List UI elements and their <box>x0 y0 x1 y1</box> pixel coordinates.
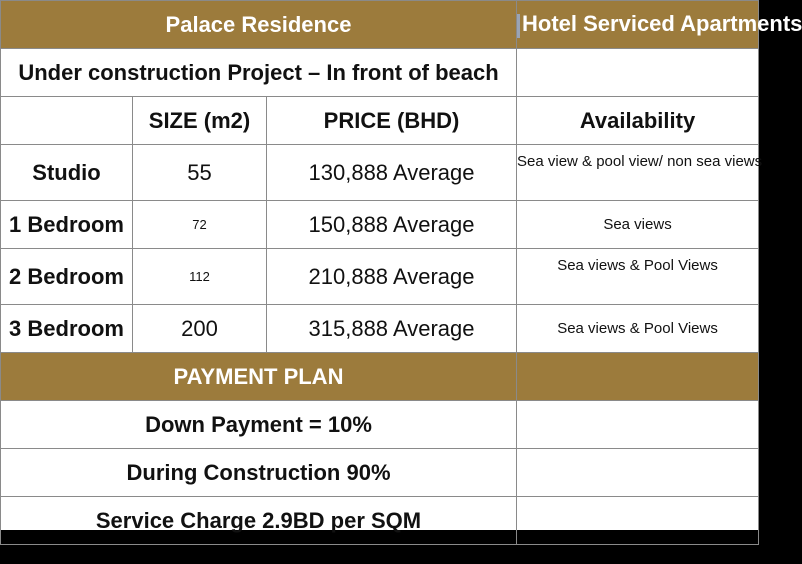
column-header-row <box>1 97 759 145</box>
table-row <box>1 201 759 249</box>
empty-cell <box>517 49 759 97</box>
unit-price: 150,888 Average <box>267 201 517 249</box>
hotel-title-cell <box>517 1 802 49</box>
header-row <box>1 1 759 49</box>
empty-cell <box>517 449 759 497</box>
unit-size: 55 <box>133 145 267 201</box>
unit-availability: Sea views & Pool Views <box>517 305 759 353</box>
table-row <box>1 305 759 353</box>
unit-price: 130,888 Average <box>267 145 517 201</box>
hotel-title: Hotel Serviced Apartments <box>522 11 802 37</box>
subtitle-row <box>1 49 759 97</box>
column-header-price: PRICE (BHD) <box>267 97 517 145</box>
payment-row <box>1 497 759 545</box>
unit-availability: Sea view & pool view/ non sea views <box>517 145 759 201</box>
payment-header-row <box>1 353 759 401</box>
payment-item: Down Payment = 10% <box>1 401 517 449</box>
unit-price: 315,888 Average <box>267 305 517 353</box>
payment-row <box>1 401 759 449</box>
empty-cell <box>517 353 759 401</box>
text-cursor-icon <box>517 14 520 38</box>
unit-size: 72 <box>133 201 267 249</box>
project-subtitle: Under construction Project – In front of beach <box>1 49 517 97</box>
empty-cell <box>1 97 133 145</box>
unit-availability: Sea views & Pool Views <box>517 249 759 305</box>
payment-item: During Construction 90% <box>1 449 517 497</box>
unit-price: 210,888 Average <box>267 249 517 305</box>
payment-row <box>1 449 759 497</box>
payment-item: Service Charge 2.9BD per SQM <box>1 497 517 545</box>
unit-availability: Sea views <box>517 201 759 249</box>
unit-size: 112 <box>133 249 267 305</box>
unit-size: 200 <box>133 305 267 353</box>
empty-cell <box>517 401 759 449</box>
project-title: Palace Residence <box>1 1 517 49</box>
column-header-size: SIZE (m2) <box>133 97 267 145</box>
table-row <box>1 249 759 305</box>
table-row <box>1 145 759 201</box>
unit-type: 3 Bedroom <box>1 305 133 353</box>
column-header-availability: Availability <box>517 97 759 145</box>
payment-plan-title: PAYMENT PLAN <box>1 353 517 401</box>
unit-type: 2 Bedroom <box>1 249 133 305</box>
empty-cell <box>517 497 759 545</box>
unit-type: 1 Bedroom <box>1 201 133 249</box>
unit-type: Studio <box>1 145 133 201</box>
